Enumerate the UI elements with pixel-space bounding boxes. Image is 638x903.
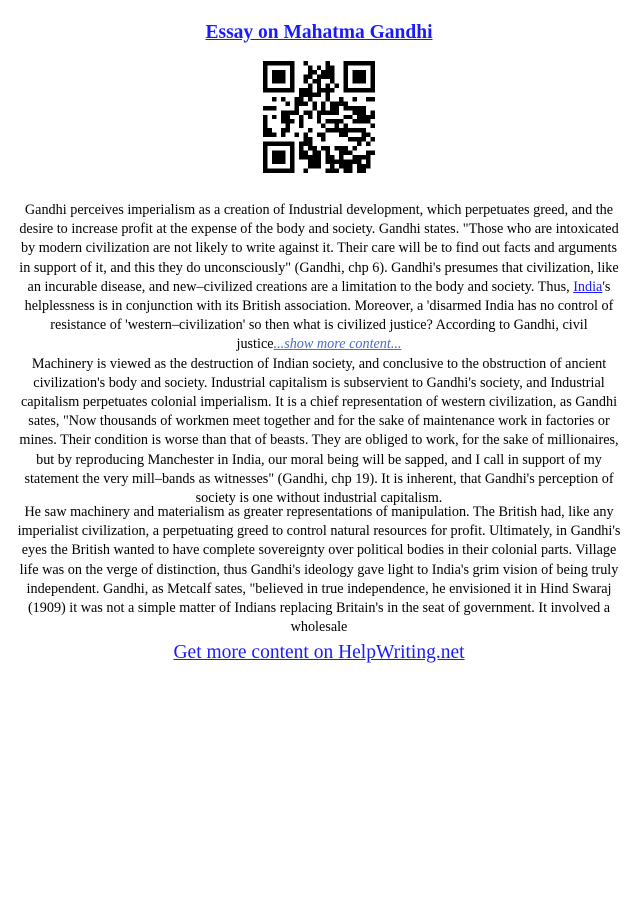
india-link[interactable]: India — [573, 278, 603, 295]
paragraph-1-before-link: Gandhi perceives imperialism as a creation of Industrial development, which perpetuates greed, and the desire to increase profit at the expense of the body and society. Gandhi states. "Those who are intoxicated by modern civilization are not likely to write against it. Their care will be to find out facts and arguments in support of it, and this they do unconsciously" (Gandhi, chp 6). Gandhi's presumes that civilization, like an incurable disease, and new–civilized creations are a limitation to the body and society. Thus, — [19, 202, 619, 295]
paragraph-1-after-link: 's helplessness is in conjunction with its British association. Moreover, a 'disarmed India has no control of resistance of 'western–civilization' so then what is civilized justice? According to Gandhi, civil justice — [24, 278, 614, 353]
paragraph-1 — [16, 201, 622, 508]
show-more-link[interactable]: ...show more content... — [273, 336, 402, 353]
page-title[interactable]: Essay on Mahatma Gandhi — [205, 22, 433, 43]
get-more-content-link[interactable]: Get more content on HelpWriting.net — [173, 642, 465, 663]
paragraph-2: Machinery is viewed as the destruction of Indian society, and conclusive to the obstruction of ancient civilization's body and society. Industrial capitalism is subservient to Gandhi's society, and Industrial capitalism perpetuates colonial imperialism. It is a chief representation of western civilization, as Gandhi sates, "Now thousands of workmen meet together and for the sake of maintenance work in factories or mines. Their condition is worse than that of beasts. They are obliged to work, for the sake of millionaires, but by reproducing Manchester in India, our moral being will be sapped, and I call in support of my statement the very mill–bands as witnesses" (Gandhi, chp 19). It is inherent, that Gandhi's perception of society is one without industrial capitalism. — [19, 355, 619, 507]
qr-code-icon — [263, 61, 375, 173]
paragraph-1-text — [16, 201, 622, 355]
paragraph-3: He saw machinery and materialism as greater representations of manipulation. The British had, like any imperialist civilization, a perpetuating greed to control natural resources for profit. Ultimately, in Gandhi's eyes the British wanted to have complete sovereignty over political bodies in their colonial parts. Village life was on the verge of distinction, thus Gandhi's ideology gave light to India's grim vision of being truly independent. Gandhi, as Metcalf sates, "believed in true independence, he envisioned it in Hind Swaraj (1909) it was not a simple matter of Indians replacing Britain's in the seat of government. It involved a wholesale — [17, 504, 621, 636]
